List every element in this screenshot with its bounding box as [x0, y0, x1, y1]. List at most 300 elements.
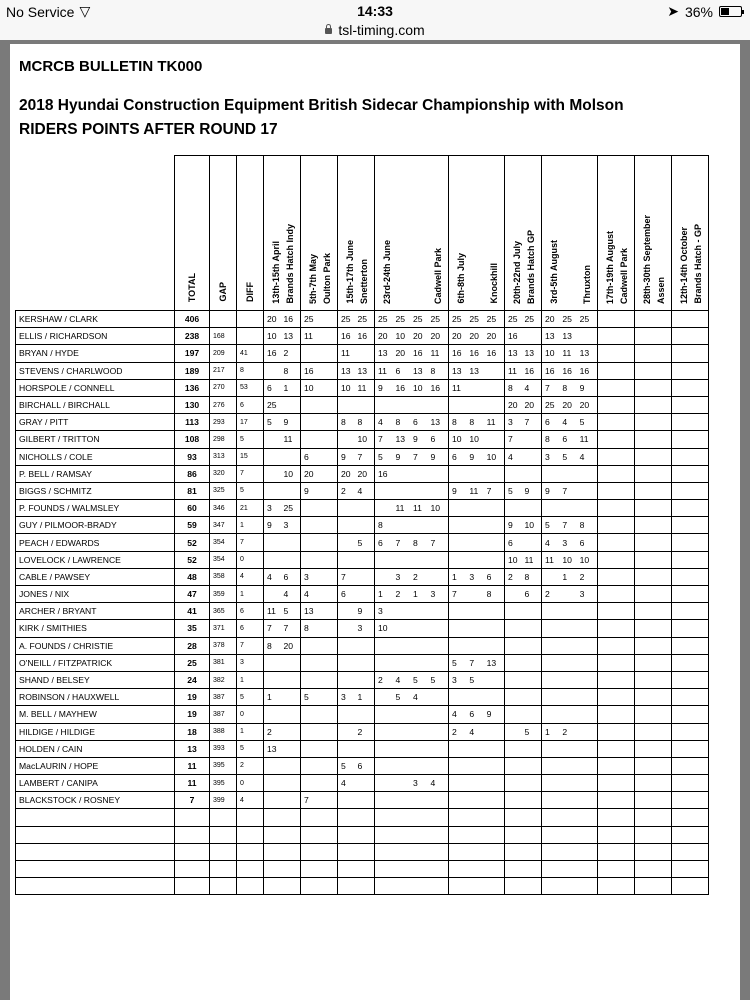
rider-total: 41 — [175, 603, 210, 620]
round-points-cell — [375, 568, 449, 585]
round-points-cell — [449, 689, 505, 706]
race-points: 4 — [579, 451, 585, 462]
race-points: 25 — [395, 314, 406, 325]
rider-name: JONES / NIX — [16, 586, 175, 603]
rider-name: MacLAURIN / HOPE — [16, 757, 175, 774]
race-points: 3 — [413, 778, 418, 789]
empty-cell — [449, 861, 505, 878]
race-points: 20 — [452, 331, 462, 342]
race-points — [431, 469, 449, 479]
round-points-cell — [449, 757, 505, 774]
empty-cell — [505, 826, 542, 843]
round-date: 12th-14th October — [679, 226, 689, 304]
round-points-cell — [635, 654, 672, 671]
empty-cell — [237, 809, 264, 826]
round-points-cell — [338, 654, 375, 671]
race-points: 1 — [545, 726, 550, 737]
race-points — [413, 606, 431, 616]
round-points-cell — [449, 517, 505, 534]
race-points — [358, 348, 375, 358]
race-points: 6 — [304, 451, 309, 462]
race-points — [396, 623, 414, 633]
header-total: TOTAL — [187, 272, 197, 302]
rider-total: 108 — [175, 431, 210, 448]
race-points — [321, 469, 338, 479]
rider-diff: 0 — [237, 706, 264, 723]
race-points: 9 — [524, 485, 530, 496]
round-points-cell — [449, 603, 505, 620]
round-points-cell — [338, 551, 375, 568]
rider-diff — [237, 328, 264, 345]
rider-total: 197 — [175, 345, 210, 362]
round-points-cell — [449, 586, 505, 603]
empty-cell — [264, 861, 301, 878]
round-points-cell — [505, 500, 542, 517]
rider-diff: 0 — [237, 775, 264, 792]
round-points-cell — [375, 792, 449, 809]
rider-name: GILBERT / TRITTON — [16, 431, 175, 448]
round-points-cell — [635, 637, 672, 654]
table-row — [16, 792, 709, 809]
table-row — [16, 345, 709, 362]
round-points-cell — [449, 654, 505, 671]
round-points-cell — [598, 345, 635, 362]
empty-cell — [338, 861, 375, 878]
rider-gap: 393 — [210, 740, 237, 757]
round-points-cell — [542, 792, 598, 809]
race-points: 16 — [341, 331, 351, 342]
race-points — [341, 434, 358, 444]
race-points — [487, 366, 504, 376]
race-points: 8 — [486, 589, 492, 600]
round-points-cell — [301, 379, 338, 396]
race-points — [358, 589, 375, 599]
race-points: 25 — [341, 314, 351, 325]
round-points-cell — [264, 534, 301, 551]
round-points-cell — [505, 775, 542, 792]
round-points-cell — [672, 500, 709, 517]
round-points-cell — [375, 689, 449, 706]
race-points: 20 — [562, 400, 572, 411]
empty-cell — [210, 809, 237, 826]
round-venue: Thruxton — [582, 265, 592, 304]
race-points: 11 — [562, 348, 572, 359]
rider-gap — [210, 311, 237, 328]
round-points-cell — [449, 723, 505, 740]
empty-cell — [16, 878, 175, 895]
round-points-cell — [449, 775, 505, 792]
empty-cell — [338, 843, 375, 860]
race-points: 11 — [283, 434, 293, 445]
round-points-cell — [338, 362, 375, 379]
round-points-cell — [375, 551, 449, 568]
rider-gap: 354 — [210, 551, 237, 568]
round-points-cell — [542, 345, 598, 362]
race-points — [525, 331, 542, 341]
empty-cell — [237, 861, 264, 878]
round-points-cell — [672, 551, 709, 568]
race-points — [431, 606, 449, 616]
race-points: 8 — [378, 520, 383, 531]
rider-total: 406 — [175, 311, 210, 328]
race-points: 2 — [283, 348, 289, 359]
race-points — [321, 331, 338, 341]
round-points-cell — [598, 482, 635, 499]
empty-cell — [264, 826, 301, 843]
race-points: 6 — [283, 571, 289, 582]
race-points: 4 — [524, 382, 530, 393]
round-points-cell — [635, 586, 672, 603]
table-row — [16, 637, 709, 654]
round-points-cell — [672, 740, 709, 757]
round-header — [672, 159, 708, 304]
race-points — [431, 692, 449, 702]
rider-name: NICHOLLS / COLE — [16, 448, 175, 465]
round-points-cell — [449, 414, 505, 431]
rider-gap: 209 — [210, 345, 237, 362]
empty-cell — [542, 861, 598, 878]
round-points-cell — [338, 757, 375, 774]
race-points: 10 — [508, 554, 518, 565]
empty-cell — [375, 878, 449, 895]
race-points: 3 — [304, 571, 309, 582]
rider-diff: 5 — [237, 431, 264, 448]
round-points-cell — [542, 671, 598, 688]
race-points: 7 — [508, 434, 513, 445]
rider-total: 19 — [175, 689, 210, 706]
race-points: 6 — [267, 382, 272, 393]
race-points: 1 — [378, 589, 383, 600]
round-points-cell — [301, 637, 338, 654]
race-points: 6 — [452, 451, 457, 462]
round-points-cell — [449, 671, 505, 688]
round-points-cell — [301, 414, 338, 431]
race-points: 8 — [452, 417, 457, 428]
rider-name: P. FOUNDS / WALMSLEY — [16, 500, 175, 517]
round-header — [449, 159, 504, 304]
race-points: 10 — [357, 434, 368, 445]
round-header — [505, 159, 541, 304]
race-points: 20 — [430, 331, 441, 342]
round-points-cell — [672, 637, 709, 654]
round-venue: Brands Hatch Indy — [285, 224, 295, 304]
round-points-cell — [449, 637, 505, 654]
round-points-cell — [264, 740, 301, 757]
round-points-cell — [598, 775, 635, 792]
race-points: 3 — [562, 537, 568, 548]
rider-gap: 382 — [210, 671, 237, 688]
table-row — [16, 740, 709, 757]
standings-table — [15, 155, 709, 895]
round-points-cell — [635, 603, 672, 620]
round-points-cell — [505, 568, 542, 585]
location-icon: ➤ — [667, 3, 679, 19]
round-points-cell — [505, 620, 542, 637]
round-points-cell — [449, 620, 505, 637]
round-points-cell — [301, 362, 338, 379]
round-points-cell — [264, 500, 301, 517]
table-row — [16, 500, 709, 517]
race-points — [469, 383, 486, 393]
race-points: 11 — [469, 485, 479, 496]
empty-row — [16, 843, 709, 860]
round-points-cell — [338, 465, 375, 482]
race-points: 25 — [562, 314, 572, 325]
round-points-cell — [264, 654, 301, 671]
empty-cell — [264, 809, 301, 826]
empty-row — [16, 861, 709, 878]
rider-gap: 395 — [210, 775, 237, 792]
round-header — [301, 159, 337, 304]
round-points-cell — [598, 792, 635, 809]
race-points: 8 — [430, 365, 436, 376]
race-points: 7 — [430, 537, 436, 548]
round-points-cell — [672, 328, 709, 345]
empty-cell — [175, 826, 210, 843]
round-points-cell — [375, 396, 449, 413]
race-points: 25 — [508, 314, 518, 325]
round-points-cell — [264, 706, 301, 723]
race-points: 5 — [304, 692, 309, 703]
race-points: 4 — [378, 417, 383, 428]
table-row — [16, 603, 709, 620]
empty-row — [16, 878, 709, 895]
race-points: 25 — [378, 314, 388, 325]
rider-gap: 359 — [210, 586, 237, 603]
round-header-cell — [375, 156, 449, 311]
empty-cell — [375, 843, 449, 860]
round-points-cell — [449, 500, 505, 517]
round-points-cell — [264, 757, 301, 774]
round-points-cell — [542, 740, 598, 757]
round-points-cell — [598, 311, 635, 328]
race-points: 2 — [267, 726, 272, 737]
empty-cell — [175, 843, 210, 860]
round-points-cell — [338, 500, 375, 517]
race-points: 16 — [395, 382, 406, 393]
round-points-cell — [338, 328, 375, 345]
round-points-cell — [672, 723, 709, 740]
race-points — [525, 452, 542, 462]
round-points-cell — [338, 586, 375, 603]
round-points-cell — [635, 396, 672, 413]
round-points-cell — [264, 689, 301, 706]
rider-name: ROBINSON / HAUXWELL — [16, 689, 175, 706]
race-points: 4 — [545, 537, 550, 548]
round-points-cell — [449, 431, 505, 448]
race-points: 6 — [341, 589, 346, 600]
race-points — [358, 778, 375, 788]
round-points-cell — [338, 706, 375, 723]
empty-cell — [16, 809, 175, 826]
round-points-cell — [375, 671, 449, 688]
race-points: 8 — [413, 537, 418, 548]
race-points: 8 — [508, 382, 513, 393]
round-points-cell — [672, 671, 709, 688]
round-points-cell — [505, 792, 542, 809]
race-points: 11 — [413, 503, 422, 514]
race-points — [580, 486, 597, 496]
rider-name: KERSHAW / CLARK — [16, 311, 175, 328]
round-header-cell — [672, 156, 709, 311]
race-points — [321, 366, 338, 376]
race-points: 8 — [357, 417, 363, 428]
race-points: 6 — [469, 709, 475, 720]
race-points — [508, 727, 525, 737]
round-points-cell — [301, 740, 338, 757]
rider-diff: 5 — [237, 740, 264, 757]
round-points-cell — [338, 517, 375, 534]
round-points-cell — [264, 311, 301, 328]
race-points — [508, 589, 525, 599]
race-points: 6 — [430, 434, 436, 445]
table-header-row — [16, 156, 709, 311]
table-row — [16, 568, 709, 585]
race-points: 13 — [486, 657, 497, 668]
round-points-cell — [672, 311, 709, 328]
race-points — [321, 795, 338, 805]
round-points-cell — [301, 482, 338, 499]
round-points-cell — [635, 431, 672, 448]
race-points: 11 — [524, 554, 534, 565]
empty-cell — [635, 843, 672, 860]
round-points-cell — [598, 603, 635, 620]
rider-name: GUY / PILMOOR-BRADY — [16, 517, 175, 534]
race-points: 25 — [452, 314, 462, 325]
rider-total: 136 — [175, 379, 210, 396]
race-points: 20 — [579, 400, 590, 411]
round-points-cell — [301, 448, 338, 465]
race-points: 16 — [357, 331, 368, 342]
empty-cell — [338, 878, 375, 895]
race-points: 9 — [304, 485, 309, 496]
race-points: 10 — [579, 554, 590, 565]
table-row — [16, 482, 709, 499]
round-points-cell — [635, 328, 672, 345]
race-points: 16 — [378, 468, 388, 479]
empty-cell — [301, 878, 338, 895]
race-points — [378, 503, 396, 513]
round-points-cell — [598, 465, 635, 482]
round-points-cell — [635, 740, 672, 757]
rider-diff: 4 — [237, 568, 264, 585]
round-points-cell — [505, 431, 542, 448]
race-points: 4 — [341, 778, 346, 789]
race-points: 20 — [508, 400, 518, 411]
race-points: 3 — [545, 451, 550, 462]
round-points-cell — [264, 603, 301, 620]
round-points-cell — [264, 671, 301, 688]
race-points: 9 — [413, 434, 418, 445]
race-points: 16 — [486, 348, 497, 359]
round-points-cell — [449, 465, 505, 482]
round-points-cell — [505, 534, 542, 551]
empty-cell — [338, 826, 375, 843]
address-bar[interactable] — [0, 22, 750, 40]
race-points: 10 — [562, 554, 572, 565]
table-row — [16, 757, 709, 774]
race-points: 7 — [545, 382, 550, 393]
round-points-cell — [598, 689, 635, 706]
race-points — [321, 452, 338, 462]
round-points-cell — [301, 586, 338, 603]
race-points: 20 — [378, 331, 388, 342]
race-points: 3 — [283, 520, 289, 531]
empty-cell — [16, 826, 175, 843]
table-row — [16, 465, 709, 482]
round-points-cell — [264, 792, 301, 809]
race-points: 3 — [357, 623, 363, 634]
round-points-cell — [542, 465, 598, 482]
round-points-cell — [598, 414, 635, 431]
empty-cell — [598, 861, 635, 878]
race-points: 13 — [469, 365, 479, 376]
rider-diff: 21 — [237, 500, 264, 517]
race-points: 11 — [579, 434, 589, 445]
race-points: 9 — [395, 451, 401, 462]
round-points-cell — [542, 654, 598, 671]
round-date: 5th-7th May — [308, 253, 318, 304]
round-points-cell — [264, 379, 301, 396]
round-points-cell — [542, 482, 598, 499]
rider-total: 130 — [175, 396, 210, 413]
race-points — [378, 692, 396, 702]
rider-gap: 399 — [210, 792, 237, 809]
round-points-cell — [598, 534, 635, 551]
header-diff: DIFF — [245, 282, 255, 302]
rider-total: 11 — [175, 775, 210, 792]
race-points — [267, 366, 284, 376]
race-points: 13 — [508, 348, 518, 359]
race-points: 5 — [562, 451, 568, 462]
race-points: 7 — [562, 485, 568, 496]
rider-gap: 365 — [210, 603, 237, 620]
rider-gap: 320 — [210, 465, 237, 482]
round-points-cell — [505, 448, 542, 465]
race-points: 4 — [283, 589, 289, 600]
round-points-cell — [635, 482, 672, 499]
rider-total: 60 — [175, 500, 210, 517]
race-points: 25 — [524, 314, 535, 325]
round-points-cell — [264, 465, 301, 482]
rider-diff: 4 — [237, 792, 264, 809]
race-points: 8 — [267, 640, 272, 651]
race-points: 3 — [469, 571, 475, 582]
race-points: 3 — [508, 417, 513, 428]
empty-cell — [598, 843, 635, 860]
round-points-cell — [672, 775, 709, 792]
round-points-cell — [542, 379, 598, 396]
round-points-cell — [542, 586, 598, 603]
round-points-cell — [635, 792, 672, 809]
table-row — [16, 620, 709, 637]
round-points-cell — [301, 620, 338, 637]
race-points: 9 — [545, 485, 550, 496]
empty-row — [16, 826, 709, 843]
race-points: 16 — [579, 365, 590, 376]
round-points-cell — [264, 637, 301, 654]
race-points: 9 — [486, 709, 492, 720]
race-points: 3 — [267, 503, 272, 514]
empty-cell — [635, 826, 672, 843]
race-points: 2 — [413, 571, 418, 582]
race-points — [545, 572, 562, 582]
round-points-cell — [375, 328, 449, 345]
round-points-cell — [375, 706, 449, 723]
table-row — [16, 654, 709, 671]
race-points: 4 — [452, 709, 457, 720]
round-points-cell — [449, 379, 505, 396]
